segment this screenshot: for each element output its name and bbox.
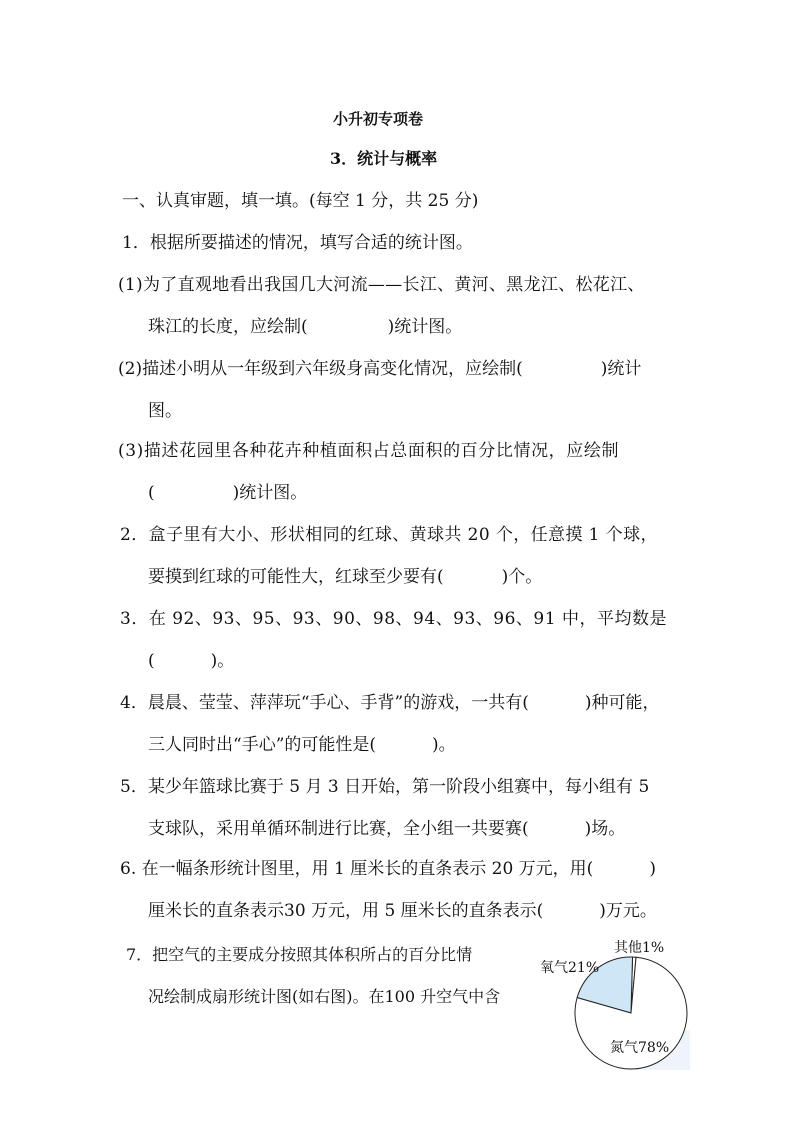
question-1-part-3-line-2 [148,482,307,504]
question-4-text-c: 三人同时出“手心”的可能性是( [148,735,377,755]
question-5-text-b: )场。 [584,819,626,839]
question-7-line-1: 7．把空气的主要成分按照其体积所占的百分比情 [126,945,473,964]
question-1-part-3-line-1: (3)描述花园里各种花卉种植面积占总面积的百分比情况，应绘制 [118,441,620,461]
page-subtitle: 3．统计与概率 [330,149,438,168]
question-6-text-c: 厘米长的直条表示30 万元，用 5 厘米长的直条表示( [148,901,544,921]
question-1-part-1-line-1: (1)为了直观地看出我国几大河流——长江、黄河、黑龙江、松花江、 [118,275,645,295]
question-3-line-1: 3．在 92、93、95、93、90、98、94、93、96、91 中，平均数是 [120,609,667,629]
question-3-text-b: )。 [210,651,235,671]
question-7-line-2: 况绘制成扇形统计图(如右图)。在100 升空气中含 [148,987,501,1006]
question-3-text-a: ( [148,651,155,671]
question-4-text-a: 4．晨晨、莹莹、萍萍玩“手心、手背”的游戏，一共有( [120,693,529,713]
question-2-text-b: )个。 [501,567,543,587]
question-2-line-1: 2．盒子里有大小、形状相同的红球、黄球共 20 个，任意摸 1 个球， [120,525,658,545]
question-1-part-2-line-2: 图。 [148,401,182,421]
question-1-part-3-text-a: ( [148,483,155,503]
question-6-text-a: 6. 在一幅条形统计图里，用 1 厘米长的直条表示 20 万元，用( [120,859,594,879]
question-5-line-1: 5．某少年篮球比赛于 5 月 3 日开始，第一阶段小组赛中，每小组有 5 [120,777,650,797]
question-1-part-1-text-b: )统计图。 [387,317,463,337]
question-1-part-2-text-b: )统计 [600,359,642,379]
slice-label-other: 其他1% [614,940,665,956]
question-4-line-2 [148,734,456,756]
page-title: 小升初专项卷 [333,110,424,128]
question-6-line-1 [120,858,656,880]
question-6-text-d: )万元。 [599,901,657,921]
question-5-text-a: 支球队，采用单循环制进行比赛，全小组一共要赛( [148,819,529,839]
question-6-text-b: ) [649,859,656,879]
question-3-line-2 [148,650,234,672]
pie-chart [540,935,700,1075]
question-5-line-2 [148,818,625,840]
question-2-text-a: 要摸到红球的可能性大，红球至少要有( [148,567,444,587]
slice-label-oxygen: 氧气21% [540,960,600,976]
question-1-stem: 1．根据所要描述的情况，填写合适的统计图。 [122,233,473,253]
question-1-part-3-text-b: )统计图。 [232,483,308,503]
question-1-part-2-text-a: (2)描述小明从一年级到六年级身高变化情况，应绘制( [118,359,523,379]
question-1-part-2-line-1 [118,358,641,380]
question-4-line-1 [120,692,659,714]
question-2-line-2 [148,566,542,588]
question-4-text-b: )种可能， [584,693,660,713]
question-1-part-1-line-2 [148,316,462,338]
slice-label-nitrogen: 氮气78% [610,1040,670,1056]
question-1-part-1-text-a: 珠江的长度，应绘制( [148,317,308,337]
question-4-text-d: )。 [432,735,456,755]
section-heading: 一、认真审题，填一填。(每空 1 分，共 25 分) [122,191,479,211]
question-6-line-2 [148,900,657,922]
